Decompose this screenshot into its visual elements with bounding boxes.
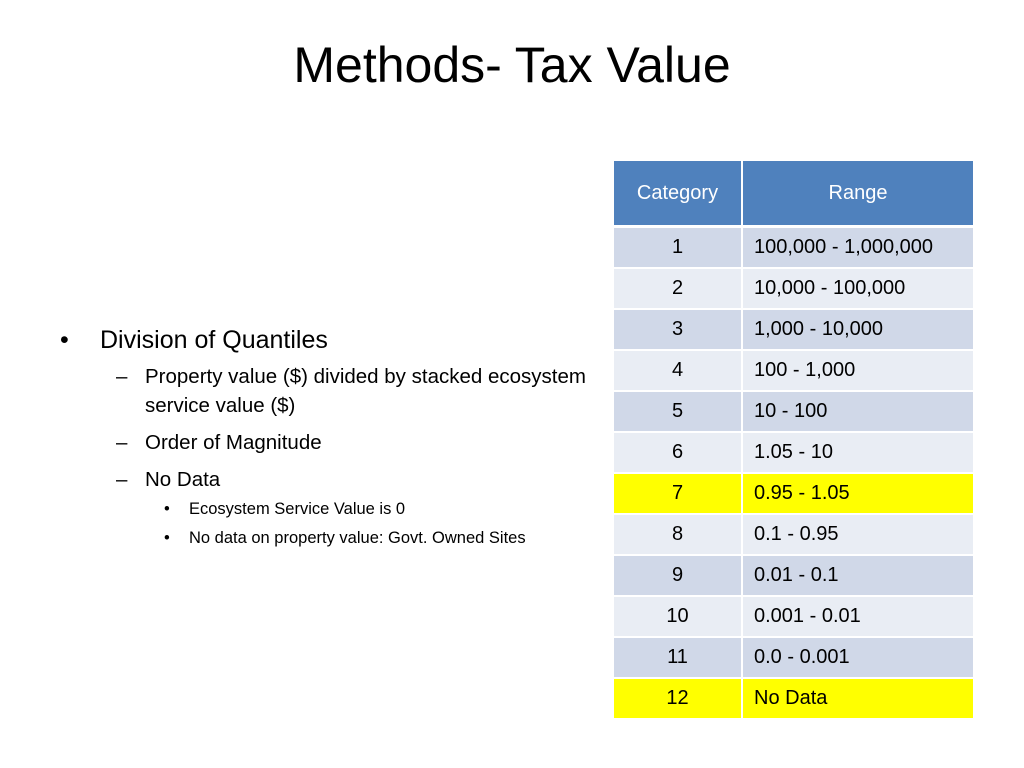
cell-category: 3 (614, 309, 742, 350)
cell-range: 0.1 - 0.95 (742, 514, 973, 555)
cell-category: 11 (614, 637, 742, 678)
cell-range: No Data (742, 678, 973, 719)
bullet-text: Division of Quantiles (100, 326, 328, 354)
sub-sub-bullet (160, 527, 586, 550)
cell-category: 4 (614, 350, 742, 391)
cell-category: 1 (614, 227, 742, 269)
cell-category: 7 (614, 473, 742, 514)
slide-title: Methods- Tax Value (293, 37, 731, 93)
table-row (614, 268, 973, 309)
table-row-highlighted (614, 473, 973, 514)
cell-range: 1,000 - 10,000 (742, 309, 973, 350)
cell-category: 6 (614, 432, 742, 473)
sub-bullet (116, 362, 586, 420)
sub-bullet-text: No Data (145, 468, 221, 491)
cell-range: 100,000 - 1,000,000 (742, 227, 973, 269)
table-header-row (614, 161, 973, 227)
sub-bullet-text: Property value ($) divided by stacked ecosystem service value ($) (145, 365, 586, 417)
bullet-dot-icon: • (60, 326, 69, 354)
cell-range: 0.01 - 0.1 (742, 555, 973, 596)
cell-range: 100 - 1,000 (742, 350, 973, 391)
cell-category: 9 (614, 555, 742, 596)
cell-category: 8 (614, 514, 742, 555)
cell-range: 1.05 - 10 (742, 432, 973, 473)
dash-icon: – (116, 365, 128, 388)
sub-bullet-list (116, 362, 586, 550)
cell-range: 10,000 - 100,000 (742, 268, 973, 309)
dash-icon: – (116, 431, 128, 454)
cell-range: 10 - 100 (742, 391, 973, 432)
sub-sub-bullet (160, 498, 586, 521)
sub-bullet-text: Order of Magnitude (145, 431, 322, 454)
sub-bullet (116, 465, 586, 494)
sub-bullet (116, 428, 586, 457)
cell-range: 0.95 - 1.05 (742, 473, 973, 514)
cell-category: 5 (614, 391, 742, 432)
table-row (614, 227, 973, 269)
category-range-table (614, 161, 973, 720)
table-row-highlighted (614, 678, 973, 719)
dash-icon: – (116, 468, 128, 491)
cell-category: 12 (614, 678, 742, 719)
table-row (614, 514, 973, 555)
cell-range: 0.001 - 0.01 (742, 596, 973, 637)
cell-range: 0.0 - 0.001 (742, 637, 973, 678)
header-range: Range (742, 161, 973, 227)
bullet-dot-icon: • (164, 500, 170, 518)
cell-category: 10 (614, 596, 742, 637)
cell-category: 2 (614, 268, 742, 309)
table-row (614, 432, 973, 473)
sub-sub-bullet-list (160, 498, 586, 550)
table-row (614, 391, 973, 432)
table-row (614, 350, 973, 391)
bullet-level1 (56, 322, 586, 358)
table-row (614, 596, 973, 637)
bullet-dot-icon: • (164, 529, 170, 547)
table-row (614, 637, 973, 678)
table-row (614, 309, 973, 350)
sub-sub-bullet-text: No data on property value: Govt. Owned Sites (189, 529, 526, 547)
table-row (614, 555, 973, 596)
sub-sub-bullet-text: Ecosystem Service Value is 0 (189, 500, 406, 518)
header-category: Category (614, 161, 742, 227)
bullet-list (56, 322, 586, 556)
